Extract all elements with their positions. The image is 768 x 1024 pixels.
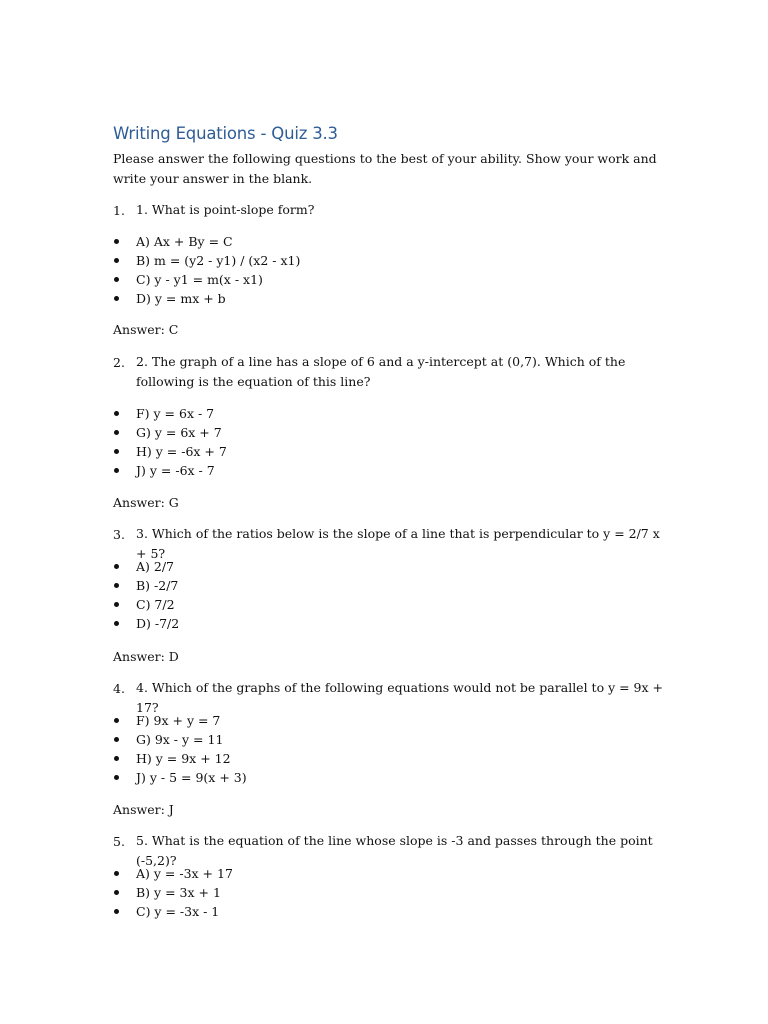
- question-number: 4.: [113, 681, 125, 696]
- answer-option: B) -2/7: [136, 578, 179, 593]
- bullet-icon: [114, 411, 119, 416]
- answer-option: J) y - 5 = 9(x + 3): [136, 770, 247, 785]
- bullet-icon: [114, 239, 119, 244]
- bullet-icon: [114, 602, 119, 607]
- question-text: 5. What is the equation of the line whose slope is -3 and passes through the point (-5,2)?: [136, 833, 653, 868]
- quiz-title: Writing Equations - Quiz 3.3: [113, 124, 338, 143]
- bullet-icon: [114, 890, 119, 895]
- answer-option: A) y = -3x + 17: [136, 866, 233, 881]
- bullet-icon: [114, 737, 119, 742]
- question-number: 2.: [113, 355, 125, 370]
- answer-option: F) 9x + y = 7: [136, 713, 221, 728]
- answer-option: H) y = -6x + 7: [136, 444, 227, 459]
- question-number: 1.: [113, 203, 125, 218]
- bullet-icon: [114, 468, 119, 473]
- answer-line: Answer: G: [113, 495, 179, 510]
- question-number: 5.: [113, 834, 125, 849]
- answer-option: A) 2/7: [136, 559, 174, 574]
- bullet-icon: [114, 430, 119, 435]
- answer-option: D) y = mx + b: [136, 291, 226, 306]
- answer-option: A) Ax + By = C: [136, 234, 233, 249]
- bullet-icon: [114, 449, 119, 454]
- bullet-icon: [114, 258, 119, 263]
- answer-option: B) y = 3x + 1: [136, 885, 221, 900]
- answer-line: Answer: J: [113, 802, 174, 817]
- answer-option: B) m = (y2 - y1) / (x2 - x1): [136, 253, 301, 268]
- question-text: 2. The graph of a line has a slope of 6 and a y-intercept at (0,7). Which of the following is the equation of this line?: [136, 354, 626, 389]
- question-number: 3.: [113, 527, 125, 542]
- bullet-icon: [114, 296, 119, 301]
- answer-line: Answer: D: [113, 649, 179, 664]
- bullet-icon: [114, 621, 119, 626]
- answer-line: Answer: C: [113, 322, 179, 337]
- answer-option: G) y = 6x + 7: [136, 425, 222, 440]
- answer-option: H) y = 9x + 12: [136, 751, 231, 766]
- question-text: 3. Which of the ratios below is the slope of a line that is perpendicular to y = 2/7 x + 5?: [136, 526, 660, 561]
- bullet-icon: [114, 756, 119, 761]
- bullet-icon: [114, 564, 119, 569]
- answer-option: F) y = 6x - 7: [136, 406, 215, 421]
- bullet-icon: [114, 775, 119, 780]
- answer-option: D) -7/2: [136, 616, 180, 631]
- bullet-icon: [114, 871, 119, 876]
- bullet-icon: [114, 718, 119, 723]
- question-text: 1. What is point-slope form?: [136, 202, 315, 217]
- bullet-icon: [114, 583, 119, 588]
- answer-option: J) y = -6x - 7: [136, 463, 215, 478]
- intro-text: Please answer the following questions to the best of your ability. Show your work and write your answer in the blank.: [113, 151, 657, 186]
- answer-option: G) 9x - y = 11: [136, 732, 224, 747]
- answer-option: C) 7/2: [136, 597, 175, 612]
- bullet-icon: [114, 277, 119, 282]
- bullet-icon: [114, 909, 119, 914]
- answer-option: C) y = -3x - 1: [136, 904, 220, 919]
- question-text: 4. Which of the graphs of the following equations would not be parallel to y = 9x + 17?: [136, 680, 664, 715]
- answer-option: C) y - y1 = m(x - x1): [136, 272, 263, 287]
